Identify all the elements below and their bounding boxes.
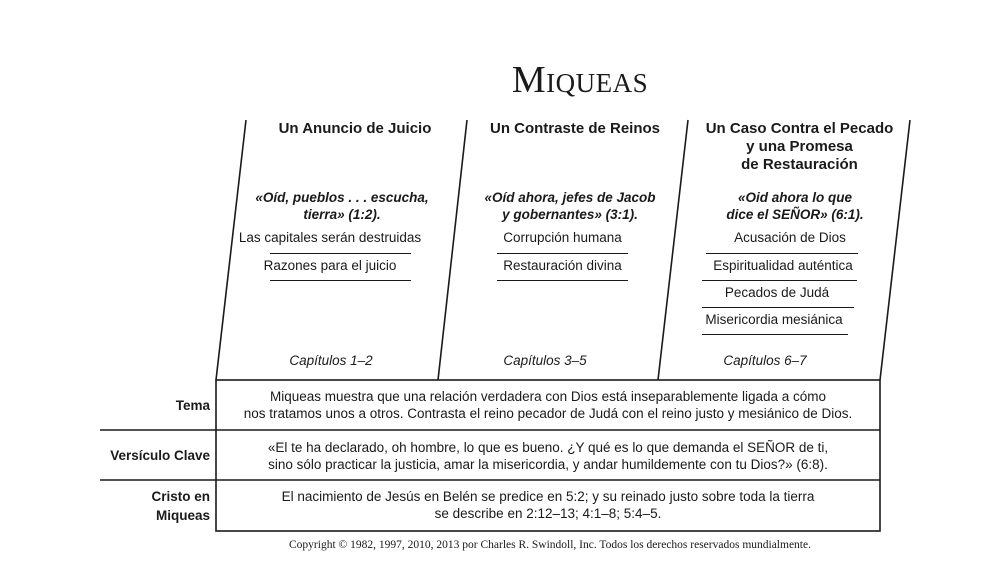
section-3-quote-line: «Oid ahora lo que [737,190,853,205]
section-3-point: Espiritualidad auténtica [713,258,853,273]
row-text-cristo [218,488,878,522]
row-label-line: Versículo Clave [110,448,210,463]
row-text-line: sino sólo practicar la justicia, amar la misericordia, y andar humildemente con tu Dios?» (6:8). [268,457,828,472]
section-3-point: Pecados de Judá [724,285,830,300]
section-2-chapters: Capítulos 3–5 [503,353,587,368]
section-2-title [470,120,680,138]
page-title: Miqueas [511,59,649,101]
section-2-quote-line: «Oíd ahora, jefes de Jacob [484,190,656,205]
row-label-line: Cristo en [151,489,210,504]
section-2-underline [497,280,628,281]
copyright-notice: Copyright © 1982, 1997, 2010, 2013 por Charles R. Swindoll, Inc. Todos los derechos reservados mundialmente. [289,539,811,551]
section-3-point: Misericordia mesiánica [705,312,843,327]
section-2-point: Restauración divina [503,258,622,273]
row-label-cristo [80,487,210,525]
section-2-point: Corrupción humana [503,230,622,245]
section-3-underline [706,253,858,254]
section-3-quote-line: dice el SEÑOR» (6:1). [726,207,864,222]
section-1-underline [270,253,411,254]
row-text-line: se describe en 2:12–13; 4:1–8; 5:4–5. [434,506,662,521]
section-3-title-line: de Restauración [741,156,858,173]
section-1-point: Razones para el juicio [263,258,397,273]
divider-2 [438,120,467,380]
section-2-quote-line: y gobernantes» (3:1). [502,207,638,222]
section-1-point: Las capitales serán destruidas [238,230,422,245]
section-3-quote [680,189,910,223]
row-text-line: Miqueas muestra que una relación verdadera con Dios está inseparablemente ligada a cómo [269,389,827,404]
row-text-line: «El te ha declarado, oh hombre, lo que es bueno. ¿Y qué es lo que demanda el SEÑOR de ti, [267,440,829,455]
row-label-line: Miqueas [155,508,210,523]
section-3-chapters: Capítulos 6–7 [723,353,807,368]
row-text-versiculo [218,439,878,473]
section-3-point: Acusación de Dios [734,230,846,245]
section-2-quote [455,189,685,223]
section-3-underline [702,307,854,308]
section-3-title-line: Un Caso Contra el Pecado [705,120,894,137]
section-2-underline [497,253,628,254]
section-1-quote-line: tierra» (1:2). [303,207,381,222]
row-text-line: nos tratamos unos a otros. Contrasta el reino pecador de Judá con el reino justo y mesiánico de Dios. [243,406,853,421]
section-3-title-line: y una Promesa [746,138,853,155]
divider-left [216,120,246,380]
section-1-quote [232,189,452,223]
section-1-chapters: Capítulos 1–2 [289,353,373,368]
section-1-title [255,120,455,138]
row-label-versiculo [80,446,210,465]
section-3-title [682,120,917,174]
row-label-line: Tema [175,398,210,413]
row-label-tema [80,396,210,415]
section-1-title-line: Un Anuncio de Juicio [278,120,432,137]
section-2-title-line: Un Contraste de Reinos [489,120,661,137]
section-3-underline [702,334,848,335]
section-3-underline [702,280,857,281]
row-text-line: El nacimiento de Jesús en Belén se predice en 5:2; y su reinado justo sobre toda la tierra [281,489,815,504]
row-text-tema [218,388,878,422]
section-1-quote-line: «Oíd, pueblos . . . escucha, [255,190,429,205]
section-1-underline [270,280,411,281]
